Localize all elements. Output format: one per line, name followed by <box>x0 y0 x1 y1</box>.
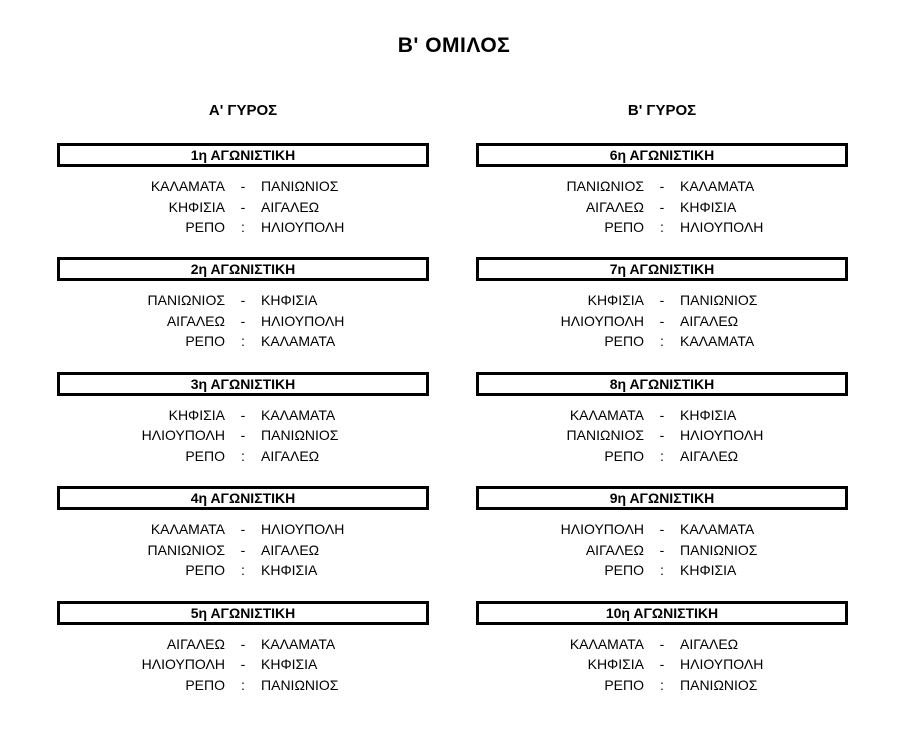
fixture-separator: : <box>241 219 245 235</box>
away-team: ΑΙΓΑΛΕΩ <box>261 198 320 215</box>
away-team: ΗΛΙΟΥΠΟΛΗ <box>261 219 345 235</box>
fixture-list <box>57 290 429 352</box>
fixture-row <box>476 311 848 332</box>
away-team: ΠΑΝΙΩΝΙΟΣ <box>261 178 339 194</box>
matchday-section <box>57 372 429 486</box>
matchday-section <box>476 601 848 715</box>
home-team: ΠΑΝΙΩΝΙΟΣ <box>147 292 225 309</box>
fixture-row <box>57 675 429 696</box>
fixture-row <box>476 425 848 446</box>
fixture-row <box>57 425 429 446</box>
fixture-separator: - <box>240 178 246 194</box>
fixture-list <box>57 634 429 696</box>
matchday-label: 5η ΑΓΩΝΙΣΤΙΚΗ <box>57 601 429 625</box>
fixture-separator: - <box>659 521 665 538</box>
matchday-section <box>57 601 429 715</box>
away-team: ΚΗΦΙΣΙΑ <box>261 292 318 309</box>
away-team: ΚΑΛΑΜΑΤΑ <box>261 333 336 350</box>
fixture-separator: - <box>240 656 246 673</box>
away-team: ΚΗΦΙΣΙΑ <box>680 562 737 579</box>
matchday-section <box>57 257 429 371</box>
fixture-list <box>476 405 848 467</box>
home-team: ΡΕΠΟ <box>604 447 644 464</box>
fixture-row <box>57 540 429 561</box>
matchday-label: 8η ΑΓΩΝΙΣΤΙΚΗ <box>476 372 848 396</box>
matchday-label: 2η ΑΓΩΝΙΣΤΙΚΗ <box>57 257 429 281</box>
away-team: ΠΑΝΙΩΝΙΟΣ <box>261 676 339 693</box>
fixture-separator: - <box>659 656 665 673</box>
away-team: ΠΑΝΙΩΝΙΟΣ <box>680 541 758 558</box>
matchday-section <box>476 257 848 371</box>
matchday-label: 3η ΑΓΩΝΙΣΤΙΚΗ <box>57 372 429 396</box>
fixture-separator: : <box>241 447 245 464</box>
fixture-list <box>57 176 429 238</box>
fixture-row <box>476 176 848 197</box>
fixture-separator: : <box>660 333 664 350</box>
away-team: ΑΙΓΑΛΕΩ <box>680 447 739 464</box>
away-team: ΚΗΦΙΣΙΑ <box>261 562 318 579</box>
away-team: ΚΗΦΙΣΙΑ <box>261 656 318 673</box>
home-team: ΗΛΙΟΥΠΟΛΗ <box>560 521 644 538</box>
fixture-row <box>57 331 429 352</box>
fixture-row <box>476 446 848 467</box>
fixture-list <box>57 519 429 581</box>
home-team: ΡΕΠΟ <box>604 333 644 350</box>
matchday-section <box>476 372 848 486</box>
home-team: ΠΑΝΙΩΝΙΟΣ <box>566 427 644 444</box>
fixture-row <box>476 217 848 238</box>
away-team: ΑΙΓΑΛΕΩ <box>680 312 739 329</box>
fixture-row <box>476 405 848 426</box>
fixture-separator: - <box>659 406 665 423</box>
fixture-row <box>57 519 429 540</box>
fixture-separator: - <box>240 406 246 423</box>
fixture-separator: : <box>241 562 245 579</box>
fixture-row <box>57 176 429 197</box>
matchday-section <box>57 486 429 600</box>
fixture-separator: - <box>659 178 665 194</box>
matchday-label: 9η ΑΓΩΝΙΣΤΙΚΗ <box>476 486 848 510</box>
away-team: ΚΑΛΑΜΑΤΑ <box>680 333 755 350</box>
home-team: ΡΕΠΟ <box>185 219 225 235</box>
home-team: ΡΕΠΟ <box>185 447 225 464</box>
home-team: ΡΕΠΟ <box>185 333 225 350</box>
fixture-separator: : <box>660 676 664 693</box>
home-team: ΚΗΦΙΣΙΑ <box>168 406 225 423</box>
fixture-separator: - <box>240 292 246 309</box>
fixture-row <box>476 197 848 218</box>
away-team: ΗΛΙΟΥΠΟΛΗ <box>261 312 345 329</box>
away-team: ΠΑΝΙΩΝΙΟΣ <box>261 427 339 444</box>
home-team: ΑΙΓΑΛΕΩ <box>166 635 225 652</box>
home-team: ΚΑΛΑΜΑΤΑ <box>569 406 644 423</box>
home-team: ΑΙΓΑΛΕΩ <box>585 198 644 215</box>
fixture-list <box>57 405 429 467</box>
fixture-separator: - <box>240 198 246 215</box>
page-title: Β' ΟΜΙΛΟΣ <box>397 34 511 57</box>
round-b-column <box>476 143 848 715</box>
fixture-row <box>476 519 848 540</box>
fixture-row <box>57 197 429 218</box>
fixture-row <box>476 290 848 311</box>
matchday-section <box>476 486 848 600</box>
home-team: ΡΕΠΟ <box>604 676 644 693</box>
home-team: ΚΗΦΙΣΙΑ <box>168 198 225 215</box>
fixture-row <box>476 560 848 581</box>
away-team: ΑΙΓΑΛΕΩ <box>261 447 320 464</box>
away-team: ΚΑΛΑΜΑΤΑ <box>680 178 755 194</box>
fixture-separator: - <box>659 427 665 444</box>
fixture-separator: - <box>240 521 246 538</box>
round-b-heading: Β' ΓΥΡΟΣ <box>627 102 697 119</box>
fixture-separator: - <box>659 635 665 652</box>
fixture-separator: : <box>241 676 245 693</box>
fixture-separator: : <box>241 333 245 350</box>
home-team: ΠΑΝΙΩΝΙΟΣ <box>566 178 644 194</box>
fixture-row <box>57 311 429 332</box>
home-team: ΡΕΠΟ <box>185 562 225 579</box>
away-team: ΗΛΙΟΥΠΟΛΗ <box>680 656 764 673</box>
home-team: ΚΗΦΙΣΙΑ <box>587 656 644 673</box>
away-team: ΠΑΝΙΩΝΙΟΣ <box>680 676 758 693</box>
away-team: ΑΙΓΑΛΕΩ <box>680 635 739 652</box>
matchday-section <box>57 143 429 257</box>
matchday-label: 4η ΑΓΩΝΙΣΤΙΚΗ <box>57 486 429 510</box>
fixture-separator: - <box>240 312 246 329</box>
fixture-list <box>476 176 848 238</box>
matchday-label: 1η ΑΓΩΝΙΣΤΙΚΗ <box>57 143 429 167</box>
fixture-list <box>476 290 848 352</box>
matchday-label: 6η ΑΓΩΝΙΣΤΙΚΗ <box>476 143 848 167</box>
fixture-separator: - <box>659 292 665 309</box>
home-team: ΚΑΛΑΜΑΤΑ <box>150 178 225 194</box>
fixture-row <box>57 634 429 655</box>
fixture-row <box>476 540 848 561</box>
away-team: ΗΛΙΟΥΠΟΛΗ <box>680 427 764 444</box>
home-team: ΗΛΙΟΥΠΟΛΗ <box>560 312 644 329</box>
matchday-label: 7η ΑΓΩΝΙΣΤΙΚΗ <box>476 257 848 281</box>
away-team: ΚΑΛΑΜΑΤΑ <box>680 521 755 538</box>
fixture-row <box>476 654 848 675</box>
fixture-row <box>476 634 848 655</box>
matchday-section <box>476 143 848 257</box>
home-team: ΚΑΛΑΜΑΤΑ <box>150 521 225 538</box>
home-team: ΠΑΝΙΩΝΙΟΣ <box>147 541 225 558</box>
fixture-separator: : <box>660 562 664 579</box>
home-team: ΚΑΛΑΜΑΤΑ <box>569 635 644 652</box>
away-team: ΚΗΦΙΣΙΑ <box>680 406 737 423</box>
home-team: ΡΕΠΟ <box>604 219 644 235</box>
fixture-row <box>57 560 429 581</box>
home-team: ΡΕΠΟ <box>604 562 644 579</box>
home-team: ΗΛΙΟΥΠΟΛΗ <box>141 427 225 444</box>
fixture-row <box>57 446 429 467</box>
fixture-separator: - <box>659 312 665 329</box>
fixture-row <box>57 405 429 426</box>
away-team: ΗΛΙΟΥΠΟΛΗ <box>680 219 764 235</box>
fixture-separator: - <box>659 541 665 558</box>
home-team: ΗΛΙΟΥΠΟΛΗ <box>141 656 225 673</box>
home-team: ΑΙΓΑΛΕΩ <box>166 312 225 329</box>
fixture-list <box>476 634 848 696</box>
fixture-separator: : <box>660 219 664 235</box>
home-team: ΚΗΦΙΣΙΑ <box>587 292 644 309</box>
fixture-separator: : <box>660 447 664 464</box>
away-team: ΚΗΦΙΣΙΑ <box>680 198 737 215</box>
matchday-label: 10η ΑΓΩΝΙΣΤΙΚΗ <box>476 601 848 625</box>
fixture-row <box>476 331 848 352</box>
fixture-row <box>57 654 429 675</box>
home-team: ΑΙΓΑΛΕΩ <box>585 541 644 558</box>
away-team: ΗΛΙΟΥΠΟΛΗ <box>261 521 345 538</box>
away-team: ΑΙΓΑΛΕΩ <box>261 541 320 558</box>
away-team: ΠΑΝΙΩΝΙΟΣ <box>680 292 758 309</box>
fixture-separator: - <box>240 427 246 444</box>
fixture-separator: - <box>659 198 665 215</box>
fixture-row <box>57 290 429 311</box>
away-team: ΚΑΛΑΜΑΤΑ <box>261 635 336 652</box>
home-team: ΡΕΠΟ <box>185 676 225 693</box>
fixture-separator: - <box>240 541 246 558</box>
fixture-list <box>476 519 848 581</box>
fixture-separator: - <box>240 635 246 652</box>
fixture-row <box>57 217 429 238</box>
round-a-column <box>57 143 429 715</box>
away-team: ΚΑΛΑΜΑΤΑ <box>261 406 336 423</box>
fixture-row <box>476 675 848 696</box>
round-a-heading: Α' ΓΥΡΟΣ <box>208 102 278 119</box>
